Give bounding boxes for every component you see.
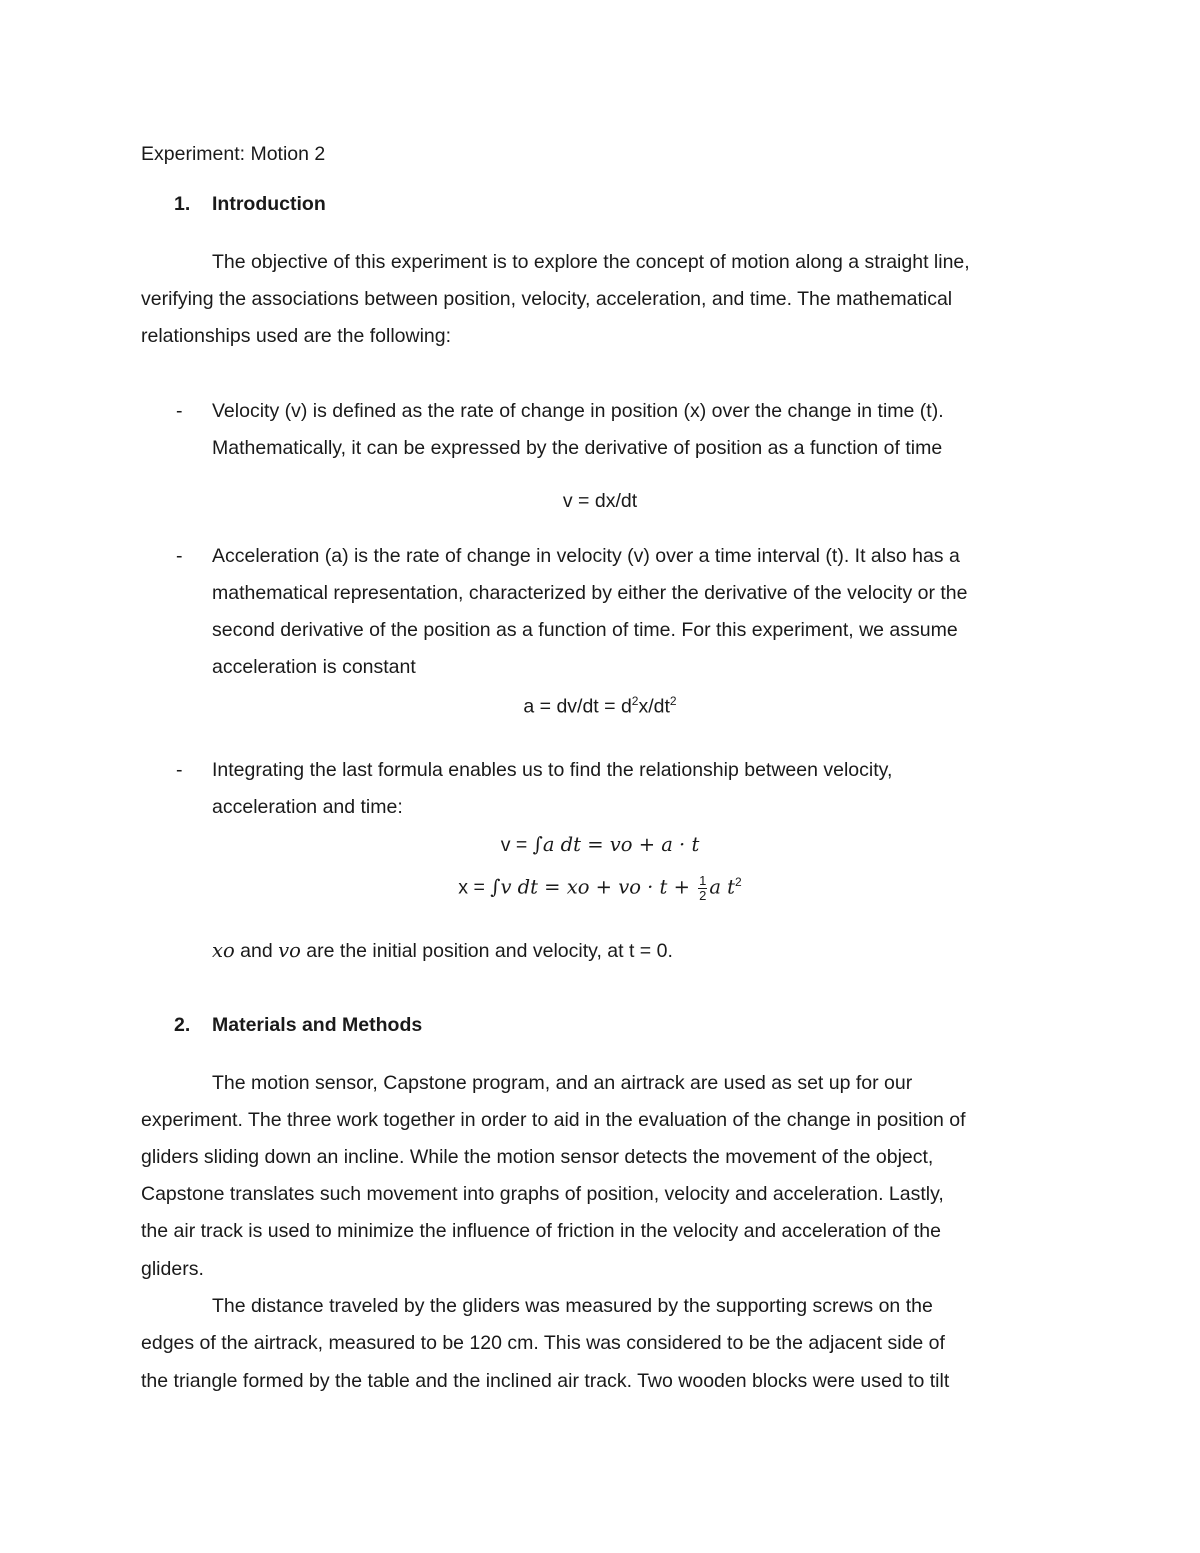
superscript: 2	[735, 874, 742, 889]
paragraph-line: the air track is used to minimize the influence of friction in the velocity and acceleration of the	[141, 1220, 941, 1242]
paragraph-line: edges of the airtrack, measured to be 120 cm. This was considered to be the adjacent side of	[141, 1332, 945, 1354]
integrand: a dt	[542, 833, 581, 856]
paragraph-line: The motion sensor, Capstone program, and an airtrack are used as set up for our	[212, 1072, 913, 1094]
equation-rhs: = xo + vo · t +	[537, 875, 697, 899]
equation-lhs: x =	[458, 876, 491, 899]
bullet-line: Integrating the last formula enables us to find the relationship between velocity,	[212, 759, 893, 781]
section-heading-introduction: Introduction	[212, 193, 326, 215]
paragraph-line: verifying the associations between position, velocity, acceleration, and time. The mathematical	[141, 288, 953, 310]
fraction-numerator: 1	[699, 873, 707, 888]
bullet-line: acceleration and time:	[212, 796, 403, 818]
note-text: are the initial position and velocity, at t = 0.	[300, 940, 673, 962]
symbol-xo: xo	[212, 939, 235, 962]
bullet-line: Mathematically, it can be expressed by the derivative of position as a function of time	[212, 437, 943, 459]
equation-rhs: = vo + a · t	[581, 833, 700, 856]
integral-sign: ∫	[490, 875, 501, 899]
fraction-one-half	[698, 874, 707, 902]
paragraph-line: experiment. The three work together in order to aid in the evaluation of the change in position of	[141, 1109, 966, 1131]
bullet-dash: -	[176, 545, 183, 567]
equation-position-integral	[0, 874, 1200, 902]
note-text: and	[234, 940, 279, 962]
paragraph-line: gliders.	[141, 1258, 204, 1280]
formula-velocity: v = dx/dt	[562, 490, 638, 512]
fraction-denominator: 2	[699, 887, 707, 903]
equation-velocity-integral	[0, 835, 1200, 856]
section-heading-materials-methods: Materials and Methods	[212, 1014, 423, 1036]
section-number: 1.	[174, 193, 191, 215]
integrand: v dt	[500, 875, 538, 899]
bullet-dash: -	[176, 400, 183, 422]
bullet-line: acceleration is constant	[212, 656, 416, 678]
superscript: 2	[669, 694, 677, 708]
bullet-dash: -	[176, 759, 183, 781]
symbol-vo: vo	[278, 939, 301, 962]
formula-part: x/dt	[638, 695, 670, 718]
paragraph-line: the triangle formed by the table and the inclined air track. Two wooden blocks were used to tilt	[141, 1370, 950, 1392]
paragraph-line: gliders sliding down an incline. While the motion sensor detects the movement of the object,	[141, 1146, 934, 1168]
formula-part: a = dv/dt = d	[523, 695, 632, 718]
document-title: Experiment: Motion 2	[141, 143, 326, 165]
section-number: 2.	[174, 1014, 191, 1036]
paragraph-line: The objective of this experiment is to explore the concept of motion along a straight line,	[212, 251, 970, 273]
integral-sign: ∫	[532, 833, 543, 856]
equation-lhs: v =	[500, 834, 533, 856]
paragraph-line: relationships used are the following:	[141, 325, 452, 347]
formula-acceleration	[0, 695, 1200, 717]
superscript: 2	[631, 694, 639, 708]
bullet-line: second derivative of the position as a function of time. For this experiment, we assume	[212, 619, 958, 641]
initial-conditions-note	[212, 941, 673, 962]
bullet-line: Acceleration (a) is the rate of change in velocity (v) over a time interval (t). It also has a	[212, 545, 960, 567]
equation-tail: a t	[709, 875, 736, 899]
paragraph-line: Capstone translates such movement into graphs of position, velocity and acceleration. Lastly,	[141, 1183, 944, 1205]
bullet-line: mathematical representation, characterized by either the derivative of the velocity or the	[212, 582, 968, 604]
bullet-line: Velocity (v) is defined as the rate of change in position (x) over the change in time (t).	[212, 400, 944, 422]
paragraph-line: The distance traveled by the gliders was measured by the supporting screws on the	[212, 1295, 933, 1317]
